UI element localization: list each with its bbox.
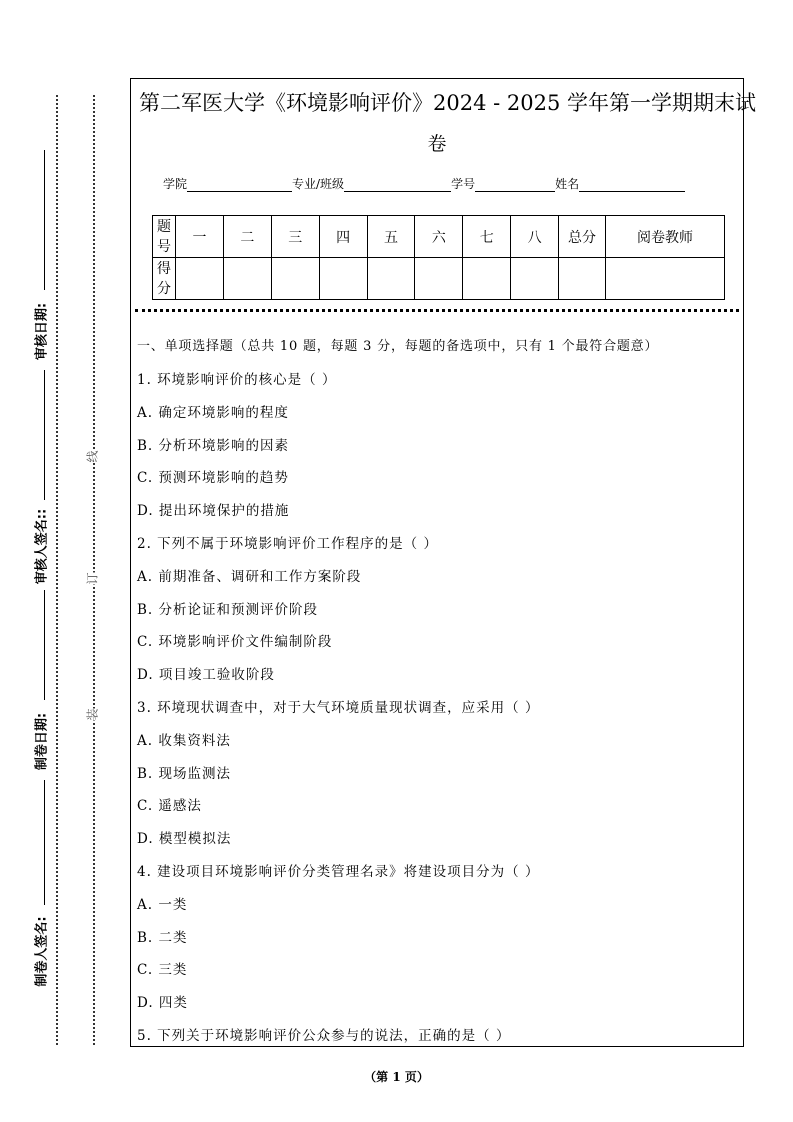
table-cell: 二	[223, 216, 271, 258]
signature-line	[44, 590, 45, 700]
signature-line	[44, 150, 45, 290]
answer-option: C. 三类	[137, 962, 188, 979]
answer-option: A. 前期准备、调研和工作方案阶段	[137, 568, 362, 585]
score-table	[152, 215, 725, 300]
table-cell: 六	[415, 216, 463, 258]
maker-sign-label: 制卷人签名:	[34, 916, 50, 987]
answer-option: A. 一类	[137, 896, 188, 913]
student-info	[163, 175, 685, 192]
question-text: 2. 下列不属于环境影响评价工作程序的是（ ）	[137, 536, 438, 552]
score-cell[interactable]	[415, 258, 463, 300]
answer-option: D. 模型模拟法	[137, 831, 232, 848]
answer-option: C. 遥感法	[137, 798, 202, 815]
line-mark: 线	[85, 450, 100, 463]
signature-line	[44, 780, 45, 905]
make-date-label: 制卷日期:	[34, 712, 50, 771]
answer-option: C. 预测环境影响的趋势	[137, 470, 289, 487]
score-cell[interactable]	[271, 258, 319, 300]
answer-option: B. 分析论证和预测评价阶段	[137, 601, 319, 618]
name-field[interactable]	[579, 179, 685, 192]
reviewer-sign-label: 审核人签名::	[34, 508, 50, 585]
name-label: 姓名	[555, 177, 580, 191]
answer-option: B. 分析环境影响的因素	[137, 437, 290, 454]
table-cell: 三	[271, 216, 319, 258]
exam-title-cont: 卷	[427, 133, 447, 155]
answer-option: B. 现场监测法	[137, 765, 232, 782]
score-cell[interactable]	[606, 258, 725, 300]
cut-dotted-line	[93, 95, 95, 1045]
answer-option: D. 四类	[137, 995, 188, 1012]
table-cell: 八	[511, 216, 559, 258]
answer-option: D. 提出环境保护的措施	[137, 503, 290, 520]
table-cell: 一	[176, 216, 224, 258]
answer-option: A. 收集资料法	[137, 732, 231, 749]
page-number: （第 1 页）	[364, 1070, 429, 1084]
score-cell[interactable]	[463, 258, 511, 300]
review-date-label: 审核日期:	[34, 302, 50, 361]
table-cell: 七	[463, 216, 511, 258]
bind-mark: 装	[85, 708, 100, 721]
student-id-field[interactable]	[475, 179, 555, 192]
table-cell: 总分	[559, 216, 606, 258]
score-cell[interactable]	[367, 258, 415, 300]
score-cell[interactable]	[223, 258, 271, 300]
answer-option: A. 确定环境影响的程度	[137, 404, 289, 421]
answer-option: D. 项目竣工验收阶段	[137, 667, 275, 684]
class-field[interactable]	[344, 179, 451, 192]
table-score-row	[153, 258, 725, 300]
score-cell[interactable]	[176, 258, 224, 300]
table-cell: 四	[319, 216, 367, 258]
table-cell: 得分	[153, 258, 176, 300]
table-cell: 五	[367, 216, 415, 258]
table-header-row	[153, 216, 725, 258]
college-label: 学院	[163, 177, 188, 191]
id-label: 学号	[451, 177, 476, 191]
binding-dotted-line	[56, 95, 58, 1045]
table-cell: 阅卷教师	[606, 216, 725, 258]
answer-option: C. 环境影响评价文件编制阶段	[137, 634, 333, 651]
question-text: 4. 建设项目环境影响评价分类管理名录》将建设项目分为（ ）	[137, 864, 540, 880]
table-cell: 题号	[153, 216, 176, 258]
score-cell[interactable]	[319, 258, 367, 300]
staple-mark: 订	[85, 572, 100, 585]
exam-title: 第二军医大学《环境影响评价》2024 - 2025 学年第一学期期末试	[139, 91, 757, 115]
question-text: 3. 环境现状调查中，对于大气环境质量现状调查，应采用（ ）	[137, 700, 540, 716]
score-cell[interactable]	[559, 258, 606, 300]
class-label: 专业/班级	[292, 177, 345, 191]
exam-frame	[130, 78, 757, 1047]
answer-option: B. 二类	[137, 929, 188, 946]
section-heading: 一、单项选择题（总共 10 题，每题 3 分，每题的备选项中，只有 1 个最符合题意）	[137, 339, 659, 354]
seal-dotted-line	[135, 309, 739, 312]
question-text: 5. 下列关于环境影响评价公众参与的说法，正确的是（ ）	[137, 1028, 511, 1044]
signature-line	[44, 370, 45, 500]
college-field[interactable]	[187, 179, 292, 192]
score-cell[interactable]	[511, 258, 559, 300]
question-text: 1. 环境影响评价的核心是（ ）	[137, 372, 337, 388]
